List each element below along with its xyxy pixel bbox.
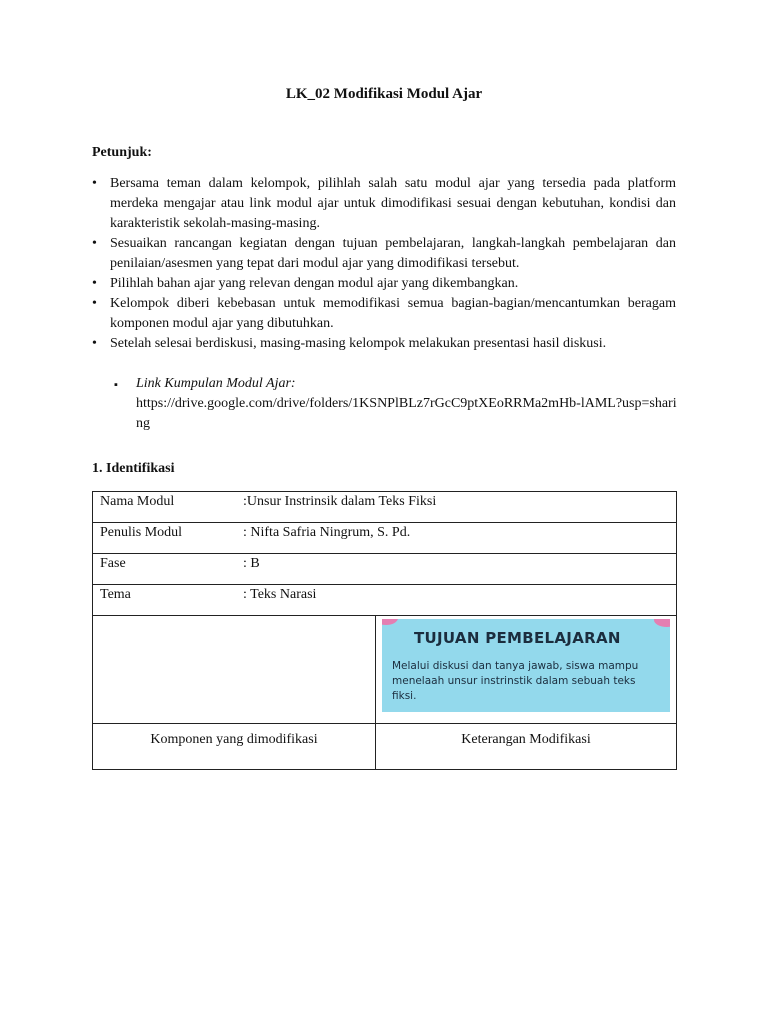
instruction-text: Sesuaikan rancangan kegiatan dengan tujuan pembelajaran, langkah-langkah pembelajaran dan penilaian/asesmen yang tepat dari modul ajar yang dimodifikasi tersebut.: [110, 236, 676, 271]
decorative-blob: [654, 619, 670, 627]
table-cell: [93, 492, 677, 523]
field-key-penulis-modul: Penulis Modul: [100, 525, 183, 540]
bullet-icon: •: [92, 236, 97, 251]
bullet-icon: •: [92, 296, 97, 311]
identification-heading: 1. Identifikasi: [92, 461, 175, 476]
objective-image-cell: [376, 616, 677, 724]
instruction-text: Kelompok diberi kebebasan untuk memodifikasi semua bagian-bagian/mencantumkan beragam komponen modul ajar yang dibutuhkan.: [110, 296, 676, 331]
decorative-blob: [382, 619, 398, 625]
table-cell: [93, 523, 677, 554]
instructions-heading: Petunjuk:: [92, 145, 152, 160]
field-value-penulis-modul: : Nifta Safria Ningrum, S. Pd.: [243, 525, 411, 540]
instruction-item: [92, 234, 676, 274]
learning-objective-card: [382, 619, 670, 712]
document-title: LK_02 Modifikasi Modul Ajar: [285, 86, 483, 102]
bullet-icon: •: [92, 336, 97, 351]
instruction-item: [92, 294, 676, 334]
instructions-list: [92, 174, 676, 354]
field-value-nama-modul: :Unsur Instrinsik dalam Teks Fiksi: [243, 494, 437, 509]
instruction-item: [92, 274, 676, 294]
table-cell: [93, 585, 677, 616]
column-header-component: Komponen yang dimodifikasi: [93, 724, 376, 770]
instruction-text: Pilihlah bahan ajar yang relevan dengan modul ajar yang dikembangkan.: [110, 276, 519, 291]
objective-card-title: TUJUAN PEMBELAJARAN: [414, 629, 621, 647]
identification-table: [92, 491, 677, 770]
square-bullet-icon: ▪: [114, 379, 118, 391]
table-row: [93, 724, 677, 770]
bullet-icon: •: [92, 276, 97, 291]
module-link-block: [114, 374, 678, 434]
instruction-item: [92, 174, 676, 234]
field-key-fase: Fase: [100, 556, 126, 571]
empty-cell: [93, 616, 376, 724]
objective-card-text: Melalui diskusi dan tanya jawab, siswa mampu menelaah unsur instrinstik dalam sebuah teks fiksi.: [392, 660, 639, 702]
column-header-description: Keterangan Modifikasi: [376, 724, 677, 770]
instruction-item: [92, 334, 676, 354]
table-row: [93, 523, 677, 554]
module-link-url[interactable]: https://drive.google.com/drive/folders/1KSNPlBLz7rGcC9ptXEoRRMa2mHb-lAML?usp=sharing: [136, 396, 677, 431]
instruction-text: Bersama teman dalam kelompok, pilihlah salah satu modul ajar yang tersedia pada platform merdeka mengajar atau link modul ajar untuk dimodifikasi sesuai dengan kebutuhan, kondisi dan karakteristik sekolah-masing-masing.: [110, 176, 676, 231]
field-key-tema: Tema: [100, 587, 131, 602]
table-row: [93, 585, 677, 616]
table-row: [93, 492, 677, 523]
table-row: [93, 616, 677, 724]
table-cell: [93, 554, 677, 585]
field-key-nama-modul: Nama Modul: [100, 494, 175, 509]
field-value-fase: : B: [243, 556, 260, 571]
table-row: [93, 554, 677, 585]
instruction-text: Setelah selesai berdiskusi, masing-masing kelompok melakukan presentasi hasil diskusi.: [110, 336, 607, 351]
bullet-icon: •: [92, 176, 97, 191]
field-value-tema: : Teks Narasi: [243, 587, 317, 602]
module-link-label: Link Kumpulan Modul Ajar:: [136, 376, 296, 391]
